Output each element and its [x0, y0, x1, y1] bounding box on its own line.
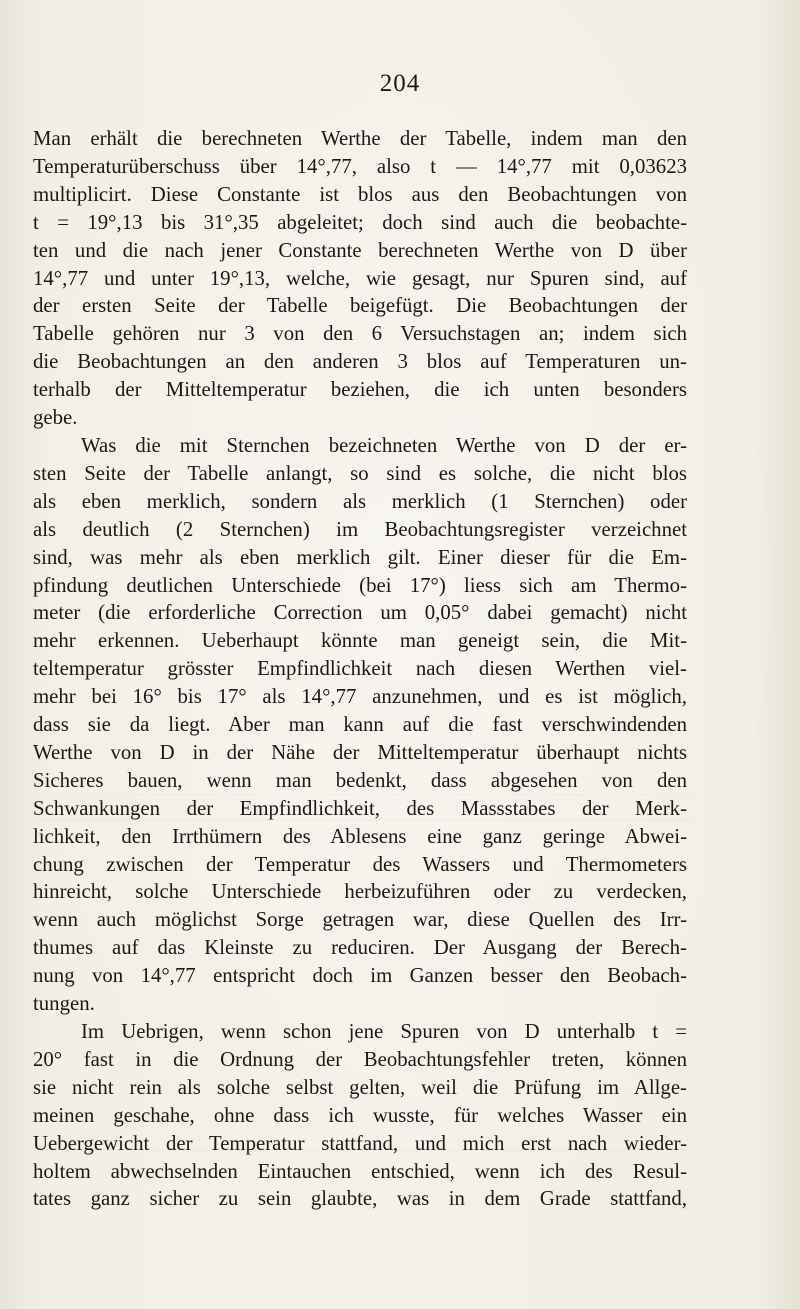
text-line: Schwankungen der Empfindlichkeit, des Massstabes der Merk-	[33, 796, 687, 820]
text-line: als deutlich (2 Sternchen) im Beobachtungsregister verzeichnet	[33, 517, 687, 541]
text-line: thumes auf das Kleinste zu reduciren. Der Ausgang der Berech-	[33, 936, 687, 960]
text-line: Tabelle gehören nur 3 von den 6 Versuchstagen an; indem sich	[33, 322, 687, 346]
text-line: 14°,77 und unter 19°,13, welche, wie gesagt, nur Spuren sind, auf	[33, 266, 687, 290]
text-line: nung von 14°,77 entspricht doch im Ganzen besser den Beobach-	[33, 964, 687, 988]
text-line: pfindung deutlichen Unterschiede (bei 17°) liess sich am Thermo-	[33, 573, 687, 597]
text-line: Man erhält die berechneten Werthe der Tabelle, indem man den	[33, 127, 687, 150]
text-line: wenn auch möglichst Sorge getragen war, diese Quellen des Irr-	[33, 908, 687, 932]
text-line: Was die mit Sternchen bezeichneten Werthe von D der er-	[81, 433, 687, 457]
text-line: sind, was mehr als eben merklich gilt. Einer dieser für die Em-	[33, 545, 687, 569]
text-line: lichkeit, den Irrthümern des Ablesens eine ganz geringe Abwei-	[33, 824, 687, 848]
text-line: gebe.	[33, 406, 78, 430]
text-line: terhalb der Mitteltemperatur beziehen, die ich unten besonders	[33, 378, 687, 402]
body-text	[33, 125, 687, 1213]
text-line: tates ganz sicher zu sein glaubte, was in dem Grade stattfand,	[33, 1187, 687, 1211]
text-line: teltemperatur grösster Empfindlichkeit nach diesen Werthen viel-	[33, 657, 687, 681]
text-line: Im Uebrigen, wenn schon jene Spuren von D unterhalb t =	[81, 1020, 687, 1043]
text-line: sten Seite der Tabelle anlangt, so sind es solche, die nicht blos	[33, 461, 687, 485]
text-line: mehr bei 16° bis 17° als 14°,77 anzunehmen, und es ist möglich,	[33, 685, 687, 709]
page-number: 204	[379, 70, 421, 97]
text-line: Werthe von D in der Nähe der Mitteltemperatur überhaupt nichts	[33, 740, 687, 764]
text-line: der ersten Seite der Tabelle beigefügt. Die Beobachtungen der	[33, 294, 687, 318]
text-line: dass sie da liegt. Aber man kann auf die fast verschwindenden	[33, 713, 687, 737]
text-line: meinen geschahe, ohne dass ich wusste, für welches Wasser ein	[33, 1103, 687, 1127]
text-line: ten und die nach jener Constante berechneten Werthe von D über	[33, 238, 687, 262]
text-line: holtem abwechselnden Eintauchen entschied, wenn ich des Resul-	[33, 1159, 687, 1183]
text-line: Sicheres bauen, wenn man bedenkt, dass abgesehen von den	[33, 768, 687, 792]
text-line: t = 19°,13 bis 31°,35 abgeleitet; doch sind auch die beobachte-	[33, 210, 687, 234]
text-line: hinreicht, solche Unterschiede herbeizuführen oder zu verdecken,	[33, 880, 687, 904]
text-line: multiplicirt. Diese Constante ist blos aus den Beobachtungen von	[33, 182, 687, 206]
text-line: Temperaturüberschuss über 14°,77, also t — 14°,77 mit 0,03623	[33, 154, 687, 178]
text-line: 20° fast in die Ordnung der Beobachtungsfehler treten, können	[33, 1047, 687, 1071]
text-line: chung zwischen der Temperatur des Wassers und Thermometers	[33, 852, 687, 876]
text-line: meter (die erforderliche Correction um 0,05° dabei gemacht) nicht	[33, 601, 687, 625]
text-line: sie nicht rein als solche selbst gelten, weil die Prüfung im Allge-	[33, 1075, 687, 1099]
text-line: Uebergewicht der Temperatur stattfand, und mich erst nach wieder-	[33, 1131, 687, 1155]
text-line: mehr erkennen. Ueberhaupt könnte man geneigt sein, die Mit-	[33, 629, 687, 653]
text-line: die Beobachtungen an den anderen 3 blos auf Temperaturen un-	[33, 350, 687, 374]
text-line: tungen.	[33, 992, 95, 1016]
text-line: als eben merklich, sondern als merklich (1 Sternchen) oder	[33, 489, 687, 513]
